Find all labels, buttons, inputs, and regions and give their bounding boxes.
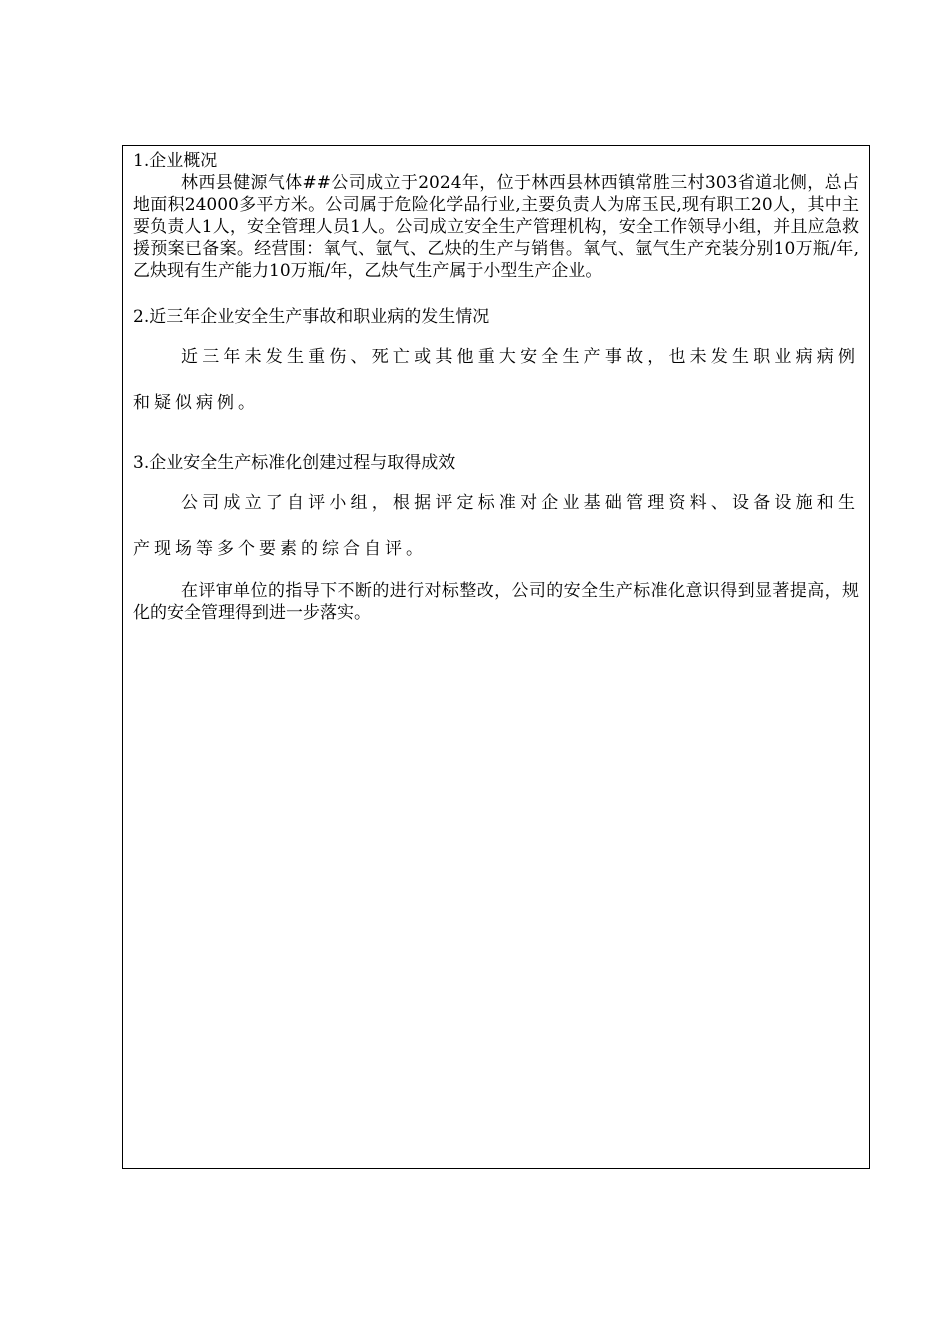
content-frame: [122, 145, 870, 1169]
section-3-paragraph-2: 在评审单位的指导下不断的进行对标整改，公司的安全生产标准化意识得到显著提高，规化的安全管理得到进一步落实。: [133, 581, 859, 623]
section-1-heading: 1.企业概况: [133, 151, 218, 171]
section-3-heading: 3.企业安全生产标准化创建过程与取得成效: [133, 453, 456, 473]
section-3-paragraph-1: 公司成立了自评小组，根据评定标准对企业基础管理资料、设备设施和生产现场等多个要素的综合自评。: [133, 493, 859, 559]
section-2-heading: 2.近三年企业安全生产事故和职业病的发生情况: [133, 307, 490, 327]
spacer: [133, 282, 859, 306]
spacer: [133, 572, 859, 580]
section-2-paragraph: 近三年未发生重伤、死亡或其他重大安全生产事故，也未发生职业病病例和疑似病例。: [133, 347, 859, 413]
spacer: [133, 426, 859, 452]
section-1-paragraph: 林西县健源气体##公司成立于2024年，位于林西县林西镇常胜三村303省道北侧，总占地面积24000多平方米。公司属于危险化学品行业,主要负责人为席玉民,现有职工20人，其中主要负责人1人，安全管理人员1人。公司成立安全生产管理机构，安全工作领导小组，并且应急救援预案已备案。经营围：氧气、氩气、乙炔的生产与销售。氧气、氩气生产充装分别10万瓶/年,乙炔现有生产能力10万瓶/年，乙炔气生产属于小型生产企业。: [133, 173, 859, 281]
